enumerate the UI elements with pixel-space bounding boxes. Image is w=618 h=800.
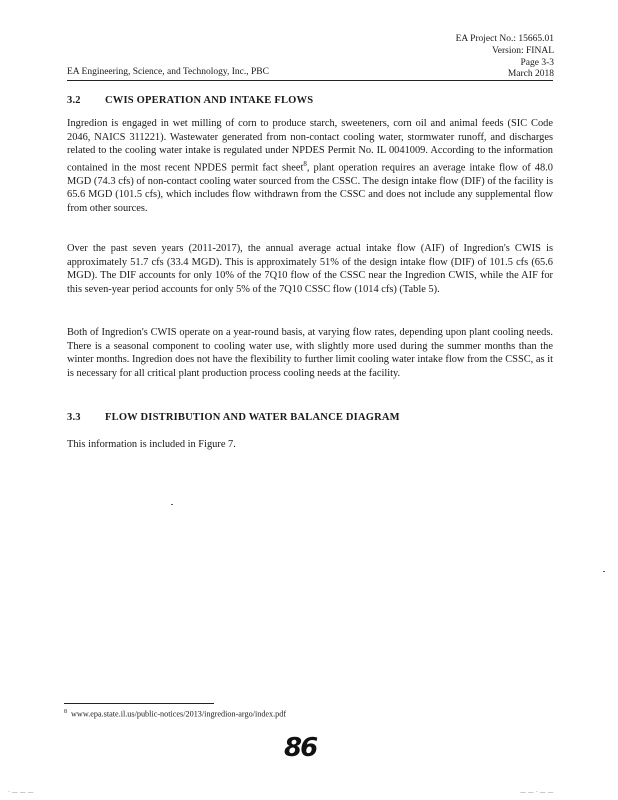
header-date: March 2018 bbox=[507, 69, 554, 79]
section-heading bbox=[67, 412, 400, 423]
footnote-text: www.epa.state.il.us/public-notices/2013/ingredion-argo/index.pdf bbox=[71, 709, 287, 719]
section-number: 3.2 bbox=[67, 95, 81, 106]
section-number: 3.3 bbox=[67, 412, 81, 423]
header-company: EA Engineering, Science, and Technology, Inc., PBC bbox=[67, 67, 269, 77]
footnote-marker: 8 bbox=[64, 709, 67, 715]
paragraph: This information is included in Figure 7. bbox=[67, 439, 236, 450]
footnote-reference: 8 bbox=[303, 159, 307, 168]
header-version: Version: FINAL bbox=[491, 46, 554, 56]
section-title: CWIS OPERATION AND INTAKE FLOWS bbox=[105, 95, 314, 106]
paragraph bbox=[67, 117, 553, 216]
header-project-no: EA Project No.: 15665.01 bbox=[455, 34, 554, 44]
footnote-rule bbox=[64, 703, 214, 704]
section-title: FLOW DISTRIBUTION AND WATER BALANCE DIAGRAM bbox=[105, 412, 400, 423]
paragraph: Both of Ingredion's CWIS operate on a year-round basis, at varying flow rates, depending upon plant cooling needs. There is a seasonal component to cooling water use, with slightly more used during the summer months than the winter months. Ingredion does not have the flexibility to further limit cooling water intake flow from the CSSC, as it is necessary for all critical plant production process cooling needs at the facility. bbox=[67, 327, 553, 379]
paragraph-text: , plant operation requires an average intake flow of 48.0 MGD (74.3 cfs) of non-contact cooling water sourced from the CSSC. The design intake flow (DIF) of the facility is 65.6 MGD (101.5 cfs), which includes flow withdrawn from the CSSC and does not include any supplemental flow from other sources. bbox=[67, 162, 553, 215]
cropped-edge-mark: · — — — bbox=[8, 789, 34, 796]
paragraph-text: Ingredion is engaged in wet milling of corn to produce starch, sweeteners, corn oil and animal feeds (SIC Code 2046, NAICS 311221). Wastewater generated from non-contact cooling water, stormwater runoff, and discharges related to the cooling water intake is regulated under NPDES Permit No. IL 0041009. According to the information contained in the most recent NPDES permit fact sheet bbox=[67, 118, 553, 174]
header-rule bbox=[67, 80, 553, 81]
header-page: Page 3-3 bbox=[520, 58, 554, 68]
cropped-edge-mark: — — · — — bbox=[520, 789, 554, 796]
scan-speck bbox=[171, 504, 173, 505]
handwritten-page-number: 86 bbox=[284, 733, 317, 763]
paragraph: Over the past seven years (2011-2017), the annual average actual intake flow (AIF) of Ingredion's CWIS is approximately 51.7 cfs (33.4 MGD). This is approximately 51% of the design intake flow (DIF) of 101.5 cfs (65.6 MGD). The DIF accounts for only 10% of the 7Q10 flow of the CSSC near the Ingredion CWIS, while the AIF for this seven-year period accounts for only 5% of the 7Q10 CSSC flow (1014 cfs) (Table 5). bbox=[67, 243, 553, 295]
footnote bbox=[64, 709, 286, 719]
scan-speck bbox=[603, 571, 605, 572]
section-heading bbox=[67, 95, 313, 106]
